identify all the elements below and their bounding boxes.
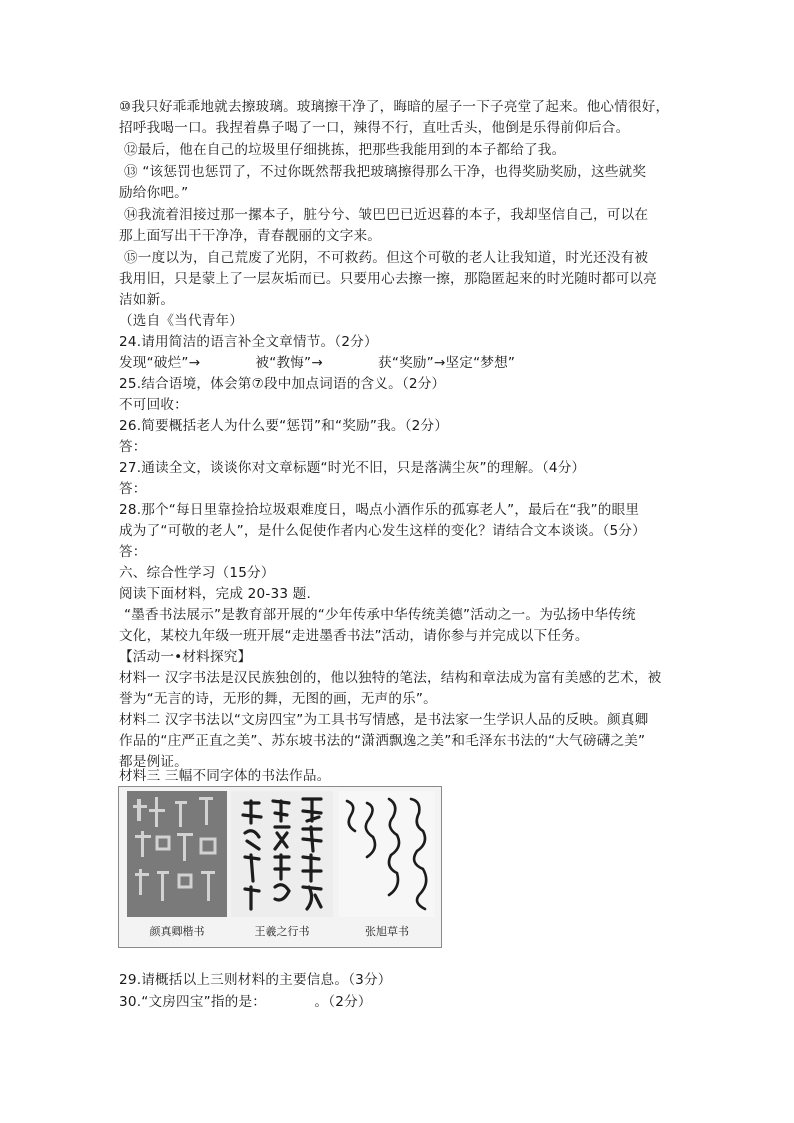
material-three: 材料三 三幅不同字体的书法作品。 bbox=[119, 768, 331, 784]
text-line: 招呼我喝一口。我捏着鼻子喝了一口，辣得不行，直吐舌头，他倒是乐得前仰后合。 bbox=[119, 120, 630, 136]
question-30: 30.“文房四宝”指的是： 。（2分） bbox=[119, 994, 372, 1010]
activity-heading: 【活动一•材料探究】 bbox=[119, 649, 252, 665]
text-line: ⑮一度以为，自己荒废了光阴，不可救药。但这个可敬的老人让我知道，时光还没有被 bbox=[124, 250, 649, 266]
text-line: ⑩我只好乖乖地就去擦玻璃。玻璃擦干净了，晦暗的屋子一下子亮堂了起来。他心情很好， bbox=[119, 99, 670, 115]
question-27: 27.通读全文，谈谈你对文章标题“时光不旧，只是落满尘灰”的理解。（4分） bbox=[119, 460, 586, 476]
caption-kaishu: 颜真卿楷书 bbox=[149, 925, 205, 938]
question-25: 25.结合语境，体会第⑦段中加点词语的含义。（2分） bbox=[119, 376, 446, 392]
instruction: 阅读下面材料，完成 20-33 题. bbox=[119, 586, 312, 602]
text-line: 洁如新。 bbox=[119, 292, 175, 308]
text-line: ⑬ “该惩罚也惩罚了，不过你既然帮我把玻璃擦得那么干净，也得奖励奖励，这些就奖 bbox=[124, 164, 647, 180]
text-line: ⑭我流着泪接过那一摞本子，脏兮兮、皱巴巴已近迟暮的本子，我却坚信自己，可以在 bbox=[124, 207, 649, 223]
material-two: 材料二 汉字书法以“文房四宝”为工具书写情感，是书法家一生学识人品的反映。颜真卿 bbox=[119, 712, 649, 728]
answer-line: 答： bbox=[119, 439, 147, 455]
xingshu-image bbox=[231, 791, 333, 917]
text-line: 那上面写出干干净净，青春靓丽的文字来。 bbox=[119, 228, 382, 244]
question-28: 28.那个“每日里靠捡拾垃圾艰难度日，喝点小酒作乐的孤寡老人”，最后在“我”的眼里 bbox=[119, 502, 640, 518]
material-one: 材料一 汉字书法是汉民族独创的，他以独特的笔法，结构和章法成为富有美感的艺术，被 bbox=[119, 670, 662, 686]
text-line: 成为了“可敬的老人”，是什么促使作者内心发生这样的变化？请结合文本谈谈。（5分） bbox=[119, 523, 646, 539]
answer-line: 不可回收： bbox=[119, 397, 188, 413]
answer-line: 答： bbox=[119, 544, 147, 560]
caption-xingshu: 王羲之行书 bbox=[254, 925, 310, 938]
text-line: 都是例证。 bbox=[119, 754, 188, 770]
answer-line: 答： bbox=[119, 481, 147, 497]
caoshu-image bbox=[339, 791, 435, 917]
source-note: （选自《当代青年） bbox=[119, 313, 244, 329]
text-line: 我用旧，只是蒙上了一层灰垢而已。只要用心去擦一擦，那隐匿起来的时光随时都可以亮 bbox=[119, 271, 657, 287]
text-line: 誉为“无言的诗，无形的舞，无图的画，无声的乐”。 bbox=[119, 691, 437, 707]
kaishu-image bbox=[127, 791, 227, 917]
text-line: “墨香书法展示”是教育部开展的“少年传承中华传统美德”活动之一。为弘扬中华传统 bbox=[124, 607, 636, 623]
question-24: 24.请用简洁的语言补全文章情节。（2分） bbox=[119, 334, 378, 350]
question-29: 29.请概括以上三则材料的主要信息。（3分） bbox=[119, 972, 392, 988]
section-heading: 六、综合性学习（15分） bbox=[119, 565, 275, 581]
text-line: 作品的“庄严正直之美”、苏东坡书法的“潇洒飘逸之美”和毛泽东书法的“大气磅礴之美” bbox=[119, 733, 646, 749]
text-line: ⑫最后，他在自己的垃圾里仔细挑拣，把那些我能用到的本子都给了我。 bbox=[124, 142, 566, 158]
caption-caoshu: 张旭草书 bbox=[365, 925, 409, 938]
text-line: 励给你吧。” bbox=[119, 185, 189, 201]
question-26: 26.简要概括老人为什么要“惩罚”和“奖励”我。（2分） bbox=[119, 418, 449, 434]
text-line: 文化，某校九年级一班开展“走进墨香书法”活动，请你参与并完成以下任务。 bbox=[119, 628, 589, 644]
calligraphy-figure bbox=[118, 786, 442, 948]
plot-chain: 发现“破烂”→ 被“教悔”→ 获“奖励”→坚定“梦想” bbox=[119, 355, 516, 371]
